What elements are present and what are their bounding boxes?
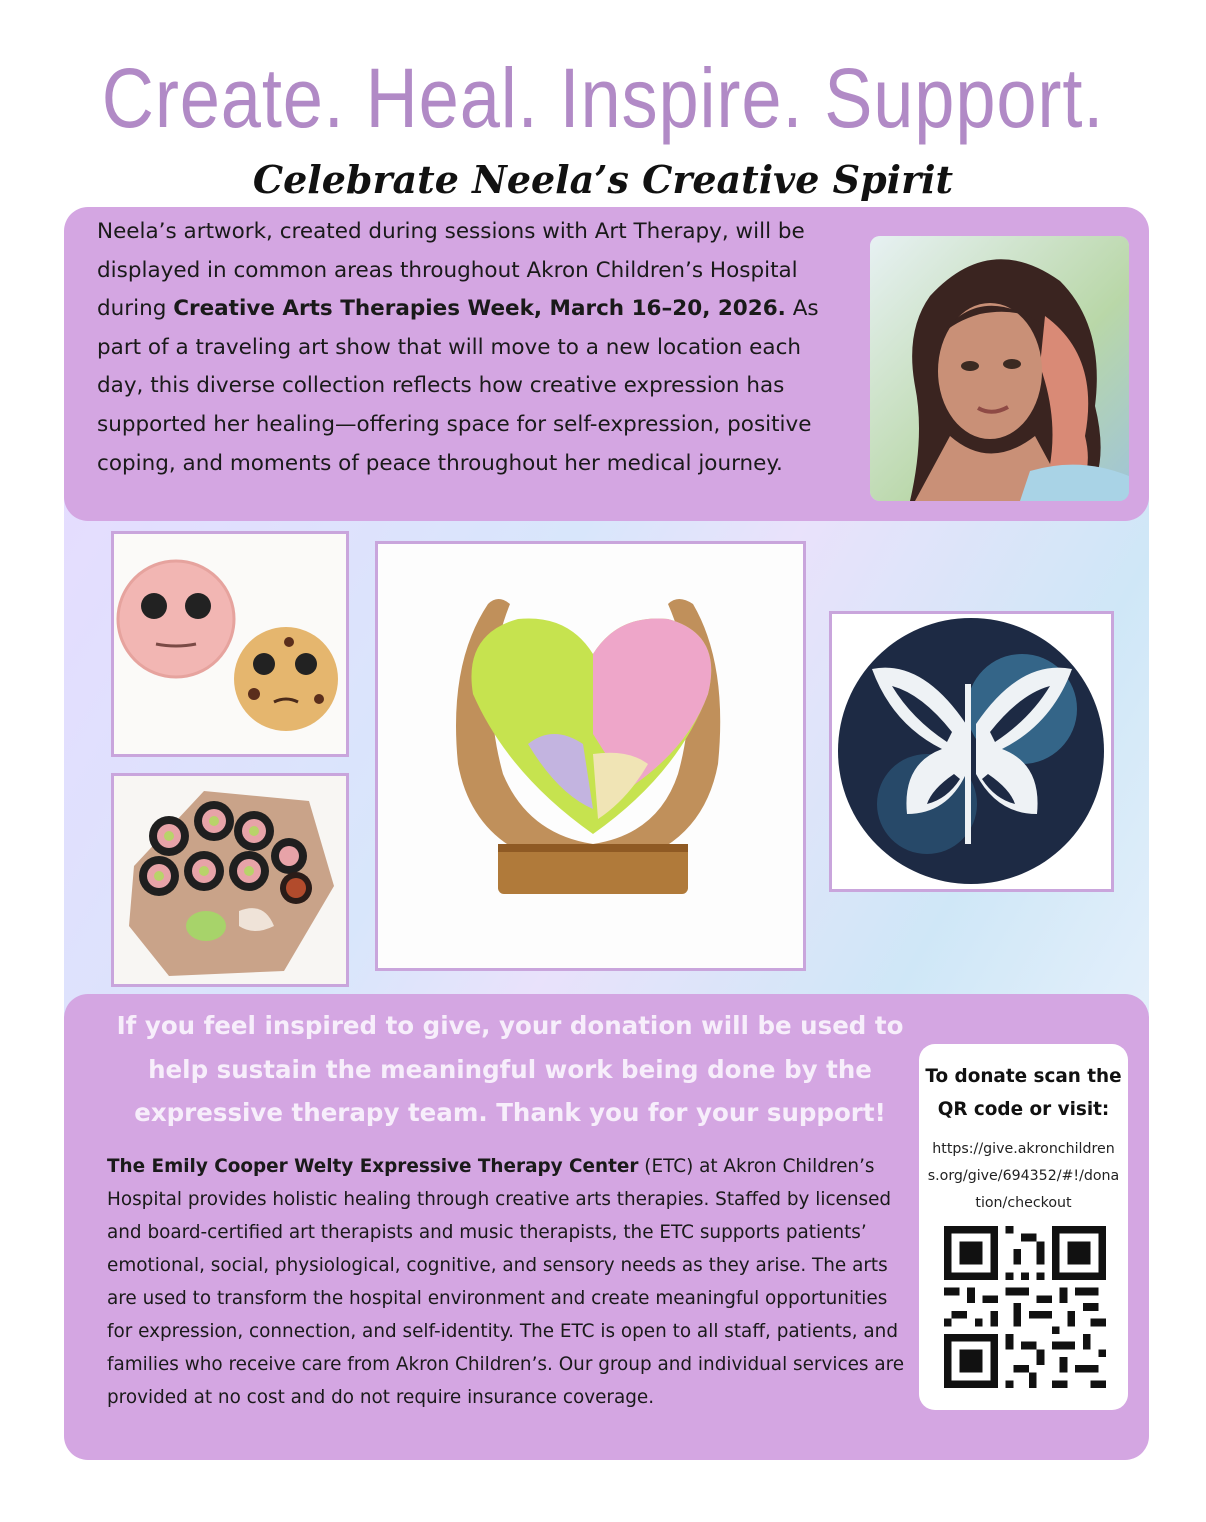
etc-name: The Emily Cooper Welty Expressive Therapy Center xyxy=(107,1156,639,1177)
art-sushi-platter xyxy=(111,773,349,987)
intro-paragraph xyxy=(97,213,842,483)
intro-text-end: As part of a traveling art show that will move to a new location each day, this diverse collection reflects how creative expression has supported her healing—offering space for self-expression, positive coping, and moments of peace throughout her medical journey. xyxy=(97,296,819,476)
art-cookie-faces xyxy=(111,531,349,757)
subheadline: Celebrate Neela’s Creative Spirit xyxy=(252,157,954,202)
intro-event-dates: Creative Arts Therapies Week, March 16–20, 2026. xyxy=(173,296,786,322)
art-butterfly-print xyxy=(829,611,1114,892)
portrait-photo xyxy=(870,236,1129,501)
donation-link[interactable]: https://give.akronchildrens.org/give/694352/#!/donation/checkout xyxy=(927,1141,1120,1211)
etc-description-text: (ETC) at Akron Children’s Hospital provides holistic healing through creative arts therapies. Staffed by licensed and board-certified art therapists and music therapists, the ETC supports patients’ emotional, social, physiological, cognitive, and sensory needs as they arise. The arts are used to transform the hospital environment and create meaningful opportunities for expression, connection, and self-identity. The ETC is open to all staff, patients, and families who receive care from Akron Children’s. Our group and individual services are provided at no cost and do not require insurance coverage. xyxy=(107,1156,905,1408)
art-resin-heart-hands xyxy=(375,541,806,971)
headline: Create. Heal. Inspire. Support. xyxy=(101,51,1105,145)
etc-description xyxy=(107,1150,912,1414)
donation-headline: If you feel inspired to give, your donation will be used to help sustain the meaningful work being done by the expressive therapy team. Thank you for your support! xyxy=(116,1011,904,1127)
intro-text-start: Neela’s artwork, created during sessions with Art Therapy, will be displayed in common areas throughout Akron Children’s Hospital during xyxy=(97,219,805,322)
qr-code[interactable] xyxy=(944,1226,1106,1388)
qr-title: To donate scan the QR code or visit: xyxy=(925,1066,1122,1120)
